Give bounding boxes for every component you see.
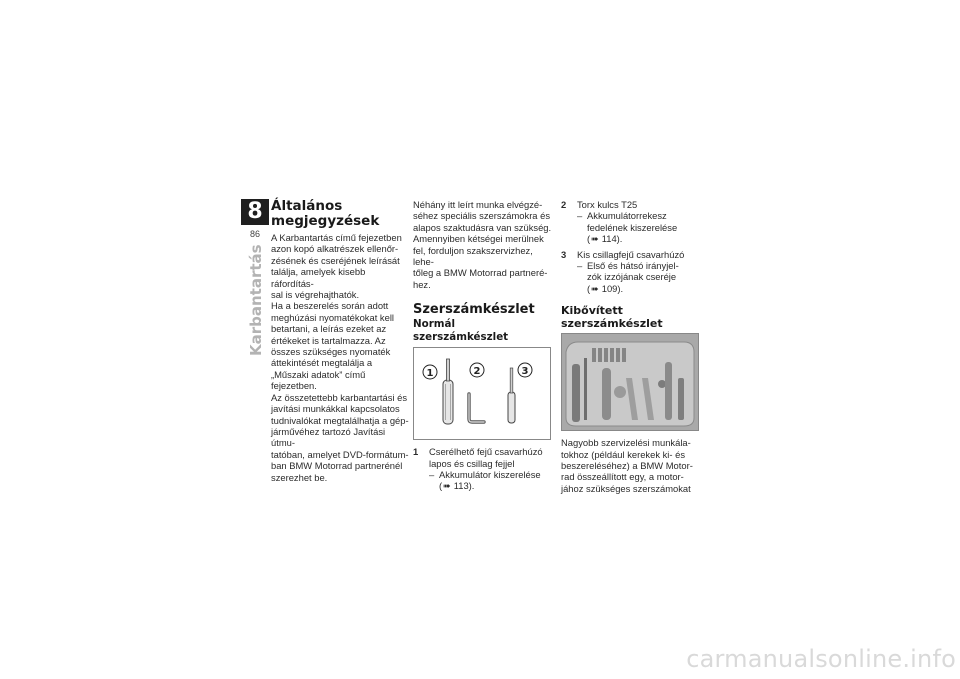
page-reference-114[interactable]: (➠ 114). (587, 233, 623, 245)
chapter-number-badge: 8 (241, 199, 269, 225)
svg-text:1: 1 (426, 368, 434, 380)
list-item-3: 3 Kis csillagfejű csavarhúzó (561, 248, 685, 260)
list-subitem-battery-removal: – Akkumulátor kiszerelése (429, 469, 541, 481)
paragraph-torque-values: Ha a beszerelés során adott meghúzási nyomatékokat kell betartani, a leírás ezeket az értékeket is tartalmazza. Az összes szükséges nyomaték áttekintését megtalálja a „Műszaki adatok” című fejezetben. (271, 300, 394, 392)
extended-toolkit-photo (561, 333, 699, 431)
tool-2-torx-key (469, 394, 484, 422)
list-subitem-indicator-bulb: – Első és hátsó irányjel- zók izzójának cseréje (577, 260, 679, 283)
column-toolkit-continued (561, 199, 701, 494)
paragraph-special-tools: Néhány itt leírt munka elvégzé- séhez speciális szerszámokra és alapos szaktudásra van szükség. Amennyiben kétségei merülnek fel, forduljon szakszervizhez, lehe- tőleg a BMW Motorrad partneré- hez. (413, 199, 552, 290)
page-reference-109[interactable]: (➠ 109). (587, 282, 624, 294)
column-general-notes (271, 199, 409, 483)
arrow-right-icon: ➠ (442, 480, 451, 492)
paragraph-maintenance-intro: A Karbantartás című fejezetben azon kopó alkatrészek ellenőr- zésének és cseréjének leírását találja, amelyek kisebb ráfordítás- sal is végrehajthatók. (271, 232, 402, 301)
watermark-text: carmanualsonline.info (686, 645, 956, 673)
callout-2 (470, 363, 484, 377)
callout-3 (518, 363, 532, 377)
list-subitem-battery-cover: – Akkumulátorrekesz fedelének kiszerelése (577, 210, 678, 233)
arrow-right-icon: ➠ (590, 233, 599, 245)
tool-1-screwdriver (443, 359, 453, 424)
heading-extended-toolkit: Kibővített szerszámkészlet (561, 304, 663, 331)
svg-text:2: 2 (473, 366, 481, 378)
paragraph-extended-toolkit: Nagyobb szervizelési munkála- tokhoz (például kerekek ki- és beszereléséhez) a BMW Motor- rad összeállított egy, a motor- jához szükséges szerszámokat (561, 437, 693, 494)
heading-toolkit: Szerszámkészlet (413, 302, 535, 318)
chapter-title-vertical: Karbantartás (247, 244, 265, 356)
heading-standard-toolkit: Normál szerszámkészlet (413, 318, 509, 344)
column-toolkit (413, 199, 553, 492)
list-item-1: 1 Cserélhető fejű csavarhúzó lapos és csillag fejjel (413, 446, 543, 469)
paragraph-repair-manual: Az összetettebb karbantartási és javítási munkákkal kapcsolatos tudnivalókat megtalálhatja a gép- járművéhez tartozó Javítási útmu- tatóban, amelyet DVD-formátum- ban BMW Motorrad partnerénél szerezhet be. (271, 391, 409, 483)
standard-toolkit-figure (413, 347, 551, 440)
svg-text:3: 3 (521, 366, 529, 378)
page-number: 86 (249, 229, 260, 239)
arrow-right-icon: ➠ (590, 282, 599, 294)
tool-3-small-screwdriver (508, 368, 515, 423)
callout-1 (423, 365, 437, 379)
list-item-2: 2 Torx kulcs T25 (561, 199, 638, 210)
heading-general-notes: Általános megjegyzések (271, 198, 380, 229)
page-reference-113[interactable]: (➠ 113). (439, 480, 475, 492)
